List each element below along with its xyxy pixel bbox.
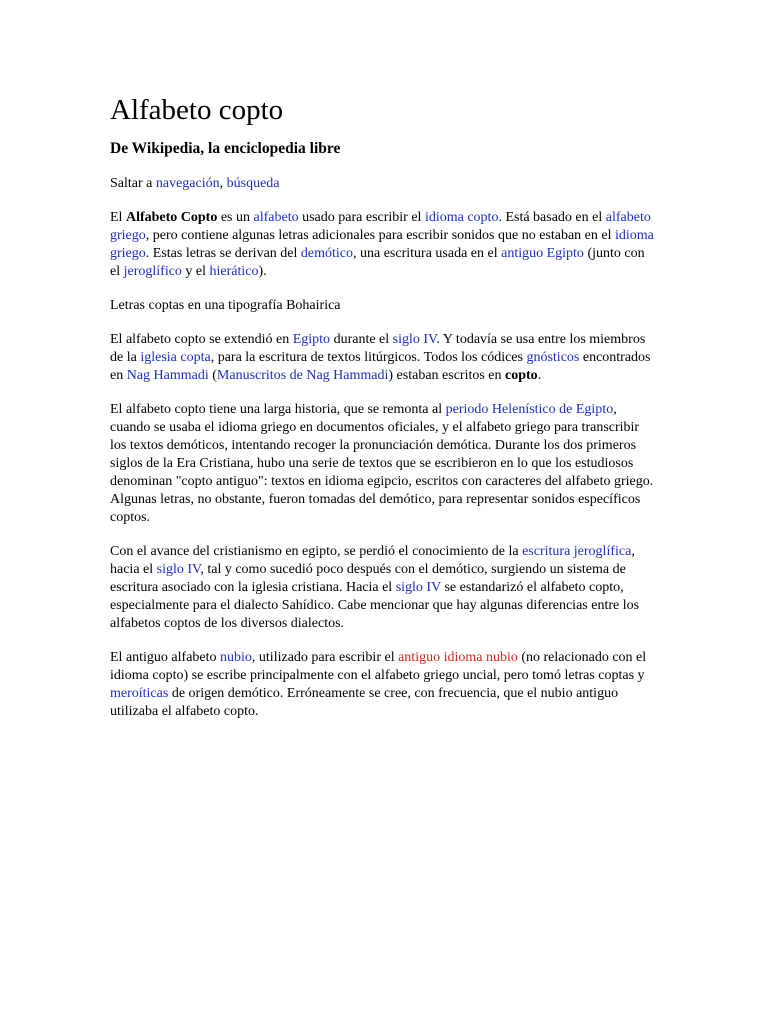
text: (no relacionado con el idioma copto) se escribe principalmente con el alfabeto griego uncial, pero tomó letras coptas y <box>110 650 647 683</box>
link-antiguo-egipto[interactable]: antiguo Egipto <box>501 246 584 261</box>
jump-separator: , <box>219 176 227 191</box>
link-siglo-iv[interactable]: siglo IV <box>156 562 201 577</box>
link-periodo-helenistico[interactable]: periodo Helenístico de Egipto <box>445 402 614 417</box>
navigation-link[interactable]: navegación <box>155 176 220 191</box>
text: ( <box>208 368 217 383</box>
article-subtitle: De Wikipedia, la enciclopedia libre <box>110 140 341 157</box>
link-antiguo-idioma-nubio[interactable]: antiguo idioma nubio <box>398 650 518 665</box>
link-demotico[interactable]: demótico <box>300 246 353 261</box>
paragraph-nubian <box>110 649 655 721</box>
link-egipto[interactable]: Egipto <box>292 332 331 347</box>
text: de origen demótico. Erróneamente se cree, con frecuencia, que el nubio antiguo utilizaba el alfabeto copto. <box>110 686 619 719</box>
text: , para la escritura de textos litúrgicos. Todos los códices <box>210 350 527 365</box>
bold-term: Alfabeto Copto <box>125 210 218 225</box>
paragraph-christianity <box>110 543 655 633</box>
text: Con el avance del cristianismo en egipto, se perdió el conocimiento de la <box>110 544 523 559</box>
article-title: Alfabeto copto <box>110 94 284 126</box>
link-nag-hammadi[interactable]: Nag Hammadi <box>126 368 209 383</box>
link-idioma-griego[interactable]: idioma griego <box>110 228 654 261</box>
text: . Y todavía se usa entre los miembros de la <box>110 332 646 365</box>
link-escritura-jeroglifica[interactable]: escritura jeroglífica <box>522 544 632 559</box>
text: El alfabeto copto se extendió en <box>110 332 293 347</box>
text: , una escritura usada en el <box>353 246 502 261</box>
bold-term: copto <box>505 368 538 383</box>
text: , cuando se usaba el idioma griego en documentos oficiales, y el alfabeto griego para transcribir los textos demóticos, intentando recoger la pronunciación demótica. Durante los dos primeros siglos de la Era Cristiana, hubo una serie de textos que se escribieron en lo que los estudiosos denominan "copto antiguo": textos en idioma egipcio, escritos con caracteres del alfabeto griego. Algunas letras, no obstante, fueron tomadas del demótico, para representar sonidos específicos coptos. <box>110 402 654 525</box>
text: . <box>537 368 542 383</box>
link-alfabeto[interactable]: alfabeto <box>253 210 299 225</box>
text: ). <box>258 264 267 279</box>
text: ) estaban escritos en <box>388 368 506 383</box>
link-siglo-iv[interactable]: siglo IV <box>392 332 437 347</box>
link-alfabeto-griego[interactable]: alfabeto griego <box>110 210 651 243</box>
text: es un <box>217 210 254 225</box>
link-hieratico[interactable]: hierático <box>209 264 259 279</box>
link-manuscritos-nag-hammadi[interactable]: Manuscritos de Nag Hammadi <box>216 368 389 383</box>
text: , utilizado para escribir el <box>251 650 399 665</box>
link-iglesia-copta[interactable]: iglesia copta <box>140 350 211 365</box>
link-meroiticas[interactable]: meroíticas <box>110 686 169 701</box>
jump-prefix: Saltar a <box>110 176 156 191</box>
link-jeroglifico[interactable]: jeroglífico <box>123 264 182 279</box>
text: usado para escribir el <box>298 210 425 225</box>
paragraph-intro <box>110 209 655 281</box>
text: El <box>110 210 126 225</box>
text: y el <box>181 264 210 279</box>
text: se estandarizó el alfabeto copto, especialmente para el dialecto Sahídico. Cabe mencionar que hay algunas diferencias entre los alfabetos coptos de los diversos dialectos. <box>110 580 640 631</box>
text: , tal y como sucedió poco después con el demótico, surgiendo un sistema de escritura asociado con la iglesia cristiana. Hacia el <box>110 562 626 595</box>
text: El antiguo alfabeto <box>110 650 221 665</box>
image-caption: Letras coptas en una tipografía Bohairica <box>110 298 341 313</box>
text: encontrados en <box>110 350 651 383</box>
text: durante el <box>330 332 393 347</box>
link-nubio[interactable]: nubio <box>220 650 252 665</box>
search-link[interactable]: búsqueda <box>226 176 280 191</box>
link-gnosticos[interactable]: gnósticos <box>526 350 580 365</box>
link-idioma-copto[interactable]: idioma copto <box>424 210 499 225</box>
text: El alfabeto copto tiene una larga historia, que se remonta al <box>110 402 446 417</box>
text: (junto con el <box>110 246 645 279</box>
text: . Está basado en el <box>498 210 606 225</box>
article-content <box>110 92 655 721</box>
paragraph-history <box>110 401 655 527</box>
text: . Estas letras se derivan del <box>145 246 301 261</box>
text: , pero contiene algunas letras adicionales para escribir sonidos que no estaban en el <box>145 228 615 243</box>
text: , hacia el <box>110 544 635 577</box>
link-siglo-iv[interactable]: siglo IV <box>395 580 441 595</box>
paragraph-extension <box>110 331 655 385</box>
jump-links <box>110 175 655 193</box>
